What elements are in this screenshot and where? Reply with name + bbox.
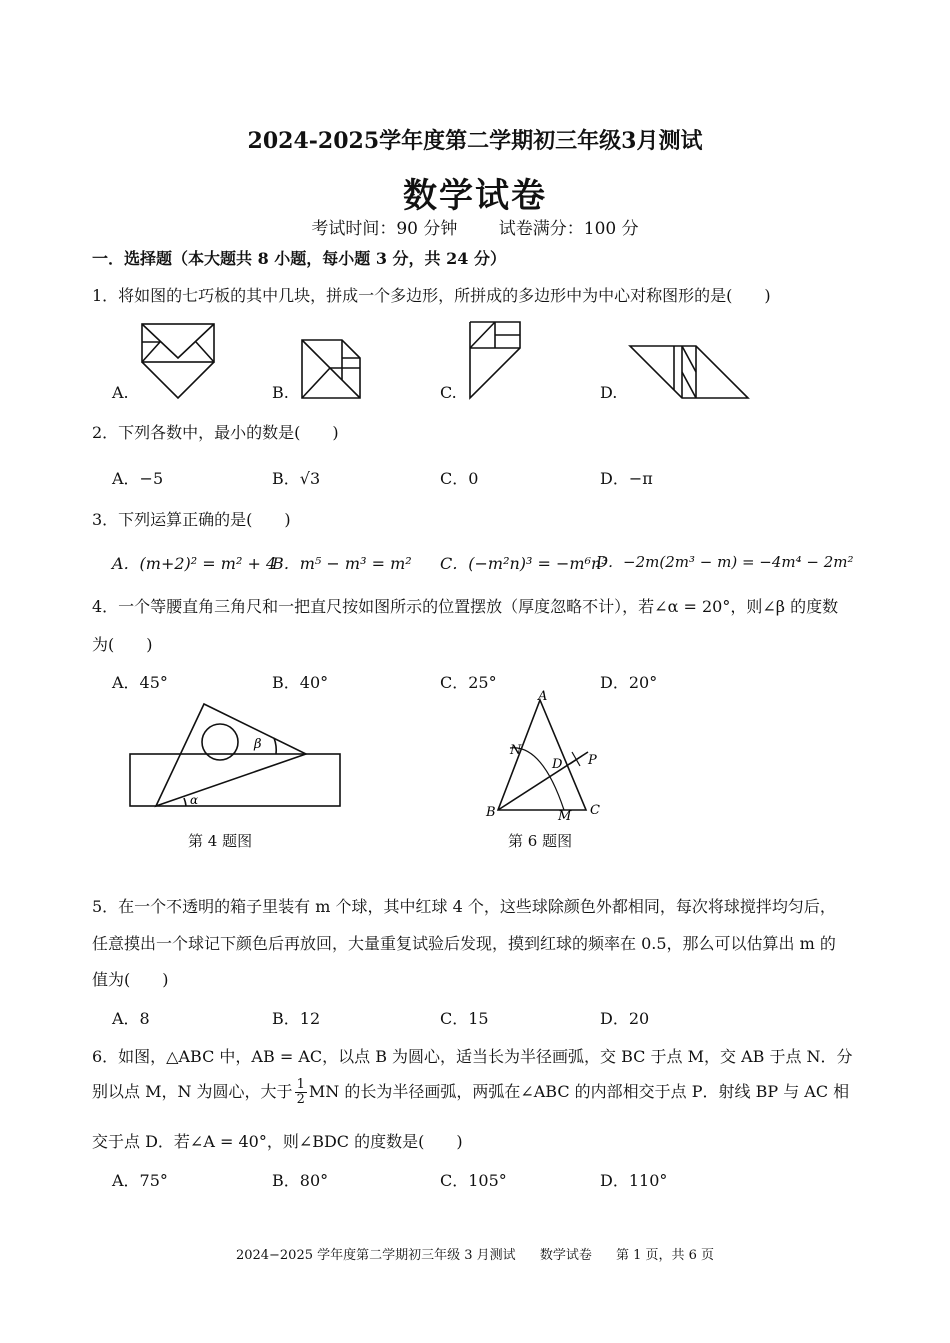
q1-figure-a <box>140 322 216 402</box>
q6-stem-line2 <box>92 1078 849 1107</box>
q5-option-a: A．8 <box>112 1009 150 1028</box>
full-score: 试卷满分：100 分 <box>498 219 639 239</box>
q6-stem-line3: 交于点 D．若∠A = 40°，则∠BDC 的度数是( ) <box>92 1132 463 1151</box>
q6-line2-post: MN 的长为半径画弧，两弧在∠ABC 的内部相交于点 P．射线 BP 与 AC 相 <box>308 1082 850 1101</box>
q4-stem-line2: 为( ) <box>92 635 153 654</box>
beta-label: β <box>254 737 262 752</box>
exam-info <box>0 214 950 239</box>
exam-title: 2024-2025学年度第二学期初三年级3月测试 <box>247 128 703 154</box>
exam-time: 考试时间：90 分钟 <box>311 219 458 239</box>
q5-option-b: B．12 <box>272 1009 321 1028</box>
footer-title: 2024−2025 学年度第二学期初三年级 3 月测试 <box>235 1248 516 1263</box>
label-n: N <box>510 743 522 758</box>
q5-stem-line2: 任意摸出一个球记下颜色后再放回，大量重复试验后发现，摸到红球的频率在 0.5，那么可以估算出 m 的 <box>92 934 836 953</box>
q4-option-d: D．20° <box>600 673 658 692</box>
q1-figure-d <box>628 344 750 400</box>
q5-stem-line1: 5．在一个不透明的箱子里装有 m 个球，其中红球 4 个，这些球除颜色外都相同，每次将球搅拌均匀后， <box>92 897 836 916</box>
q3-option-c: C．(−m²n)³ = −m⁶n³ <box>440 554 608 573</box>
q2-option-a: A．−5 <box>112 469 164 488</box>
q6-option-d: D．110° <box>600 1171 668 1190</box>
figure-4 <box>124 696 348 816</box>
q5-option-d: D．20 <box>600 1009 650 1028</box>
page-footer <box>0 1244 950 1263</box>
q3-stem: 3．下列运算正确的是( ) <box>92 510 291 529</box>
label-a: A <box>538 689 548 704</box>
q6-line2-pre: 别以点 M，N 为圆心，大于 <box>92 1082 293 1101</box>
set-square <box>156 704 306 806</box>
alpha-label: α <box>190 793 199 807</box>
q5-stem-line3: 值为( ) <box>92 970 169 989</box>
q6-option-a: A．75° <box>112 1171 168 1190</box>
q1-label-c: C. <box>440 383 457 402</box>
q4-stem-line1: 4．一个等腰直角三角尺和一把直尺按如图所示的位置摆放（厚度忽略不计），若∠α = 20°，则∠β 的度数 <box>92 597 839 616</box>
q2-option-b: B．√3 <box>272 469 321 488</box>
q1-label-a: A. <box>112 383 129 402</box>
figure-6-caption: 第 6 题图 <box>508 832 573 850</box>
label-d: D <box>552 757 563 772</box>
q1-figure-b <box>300 338 362 400</box>
figure-6 <box>480 686 606 822</box>
q3-option-b: B．m⁵ − m³ = m² <box>272 554 412 573</box>
q1-stem: 1．将如图的七巧板的其中几块，拼成一个多边形，所拼成的多边形中为中心对称图形的是( ) <box>92 286 771 305</box>
label-b: B <box>486 805 496 820</box>
q6-option-c: C．105° <box>440 1171 507 1190</box>
ruler <box>130 754 340 806</box>
q4-option-c: C．25° <box>440 673 497 692</box>
q3-option-a: A．(m+2)² = m² + 4 <box>112 554 277 573</box>
q6-frac-num: 1 <box>296 1077 305 1092</box>
q1-label-d: D. <box>600 383 618 402</box>
q2-option-d: D．−π <box>600 469 653 488</box>
q2-option-c: C．0 <box>440 469 479 488</box>
q6-stem-line1: 6．如图，△ABC 中，AB = AC，以点 B 为圆心，适当长为半径画弧，交 BC 于点 M，交 AB 于点 N．分 <box>92 1047 853 1066</box>
q4-option-a: A．45° <box>112 673 168 692</box>
q6-fraction <box>295 1078 307 1107</box>
label-c: C <box>590 803 600 818</box>
section-title: 一．选择题（本大题共 8 小题，每小题 3 分，共 24 分） <box>92 249 506 268</box>
q6-frac-den: 2 <box>296 1092 305 1107</box>
subject-title: 数学试卷 <box>403 176 547 216</box>
label-p: P <box>588 753 597 768</box>
q3-option-d: D．−2m(2m³ − m) = −4m⁴ − 2m² <box>596 553 854 571</box>
q2-stem: 2．下列各数中，最小的数是( ) <box>92 423 339 442</box>
q4-option-b: B．40° <box>272 673 329 692</box>
label-m: M <box>558 809 572 822</box>
q5-option-c: C．15 <box>440 1009 489 1028</box>
footer-page: 第 1 页，共 6 页 <box>615 1248 715 1263</box>
q1-figure-c <box>468 320 524 400</box>
q6-option-b: B．80° <box>272 1171 329 1190</box>
q1-label-b: B. <box>272 383 289 402</box>
footer-subject: 数学试卷 <box>539 1248 592 1263</box>
figure-4-caption: 第 4 题图 <box>188 832 253 850</box>
